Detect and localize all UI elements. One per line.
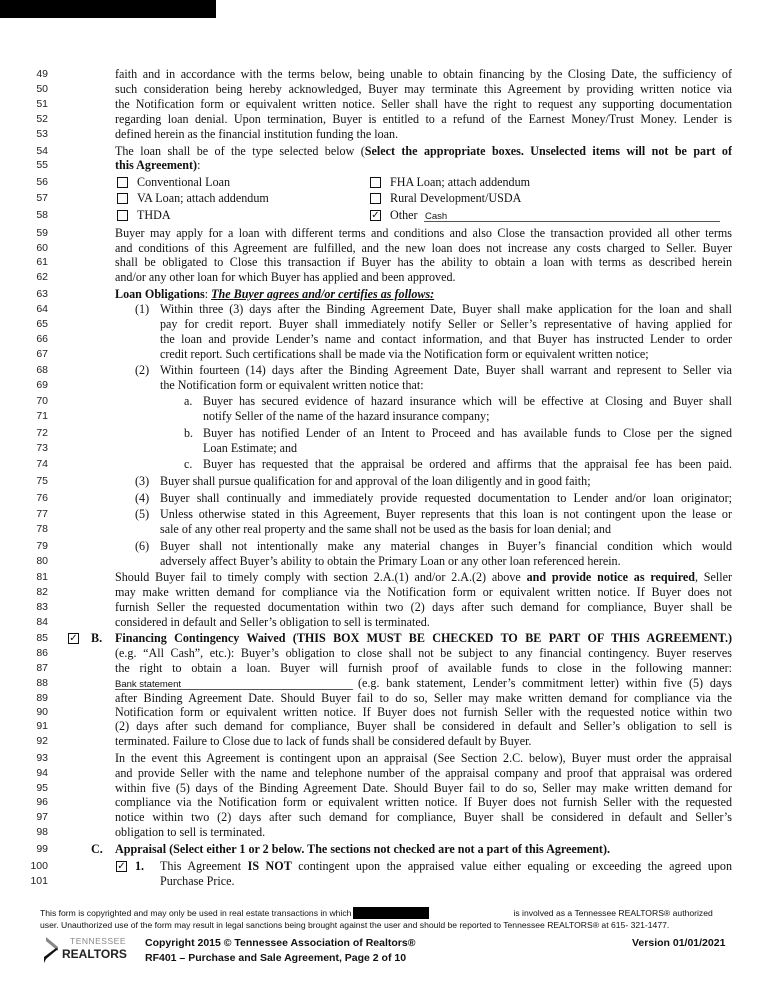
- line-number: 100: [30, 860, 48, 872]
- loan-type-checkbox[interactable]: [117, 177, 128, 188]
- text-segment: The Buyer agrees and/or certifies as follows:: [211, 287, 435, 301]
- text-segment: the right to obtain a loan. Buyer will furnish proof of available funds to close in the following manner:: [115, 661, 732, 675]
- line-86: [0, 646, 772, 660]
- line-text: [115, 615, 732, 629]
- line-88: [0, 676, 772, 690]
- line-text: [115, 67, 732, 81]
- line-92: [0, 734, 772, 748]
- line-62: [0, 270, 772, 284]
- line-number: 82: [36, 586, 48, 598]
- line-90: [0, 705, 772, 719]
- text-segment: This Agreement: [160, 859, 248, 873]
- line-number: 96: [36, 796, 48, 808]
- line-text: [203, 426, 732, 440]
- text-segment: credit report. Such certifications shall be made via the Notification form or equivalent written notice;: [160, 347, 649, 361]
- footer-form-title: RF401 – Purchase and Sale Agreement, Page 2 of 10: [145, 952, 407, 964]
- text-segment: furnish Seller the requested documentation within two (2) days after such demand for compliance, Buyer shall be: [115, 600, 732, 614]
- line-50: [0, 82, 772, 96]
- text-segment: , Seller: [694, 570, 732, 584]
- item-label: 1.: [135, 859, 145, 873]
- other-loan-value: Cash: [425, 211, 448, 222]
- line-number: 98: [36, 826, 48, 838]
- line-text: [115, 144, 732, 158]
- line-text: [160, 859, 732, 873]
- line-text: [160, 554, 732, 568]
- text-segment: notify Seller of the name of the hazard insurance company;: [203, 409, 490, 423]
- line-number: 99: [36, 843, 48, 855]
- text-segment: defined herein as the financial institution funding the loan.: [115, 127, 399, 141]
- text-segment: (2) days after such demand for compliance, Buyer shall be considered in default and Seller’s obligation to sell is: [115, 719, 732, 733]
- line-text: [115, 705, 732, 719]
- line-80: [0, 554, 772, 568]
- line-text: [115, 825, 732, 839]
- line-text: [115, 127, 732, 141]
- line-number: 71: [36, 410, 48, 422]
- line-51: [0, 97, 772, 111]
- text-segment: Buyer shall continually and immediately provide requested documentation to Lender and/or loan originator;: [160, 491, 732, 505]
- text-segment: this Agreement): [115, 158, 198, 172]
- line-number: 49: [36, 68, 48, 80]
- footer-notice-row-2: [40, 920, 669, 930]
- footer-notice-2: is involved as a Tennessee REALTORS® authorized: [513, 908, 713, 918]
- text-segment: shall be obligated to Close this transaction if Buyer has the ability to obtain a loan with terms as described herein: [115, 255, 732, 269]
- text-segment: the Notification form or equivalent written notice that:: [160, 378, 424, 392]
- footer-notice-1: This form is copyrighted and may only be used in real estate transactions in which: [40, 908, 352, 918]
- line-81: [0, 570, 772, 584]
- line-text: [358, 676, 732, 690]
- line-text: [160, 332, 732, 346]
- text-segment: Loan Estimate; and: [203, 441, 298, 455]
- logo-text-bottom: REALTORS: [62, 947, 127, 961]
- line-number: 85: [36, 632, 48, 644]
- item-label: (2): [135, 363, 150, 377]
- line-65: [0, 317, 772, 331]
- line-number: 69: [36, 379, 48, 391]
- item-label: B.: [91, 631, 103, 645]
- tennessee-realtors-logo: [40, 935, 130, 965]
- text-segment: and conditions of this Agreement are fulfilled, and the new loan does not increase any costs charged to Seller. Buyer: [115, 241, 732, 255]
- line-83: [0, 600, 772, 614]
- line-number: 64: [36, 303, 48, 315]
- line-77: [0, 507, 772, 521]
- line-67: [0, 347, 772, 361]
- line-text: [115, 287, 732, 301]
- line-number: 90: [36, 706, 48, 718]
- text-segment: faith and in accordance with the terms below, being unable to obtain financing by the Closing Date, the sufficiency of: [115, 67, 732, 81]
- line-text: [115, 751, 732, 765]
- line-number: 101: [30, 875, 48, 887]
- loan-type-checkbox[interactable]: [117, 210, 128, 221]
- line-text: [160, 874, 732, 888]
- line-number: 93: [36, 752, 48, 764]
- line-52: [0, 112, 772, 126]
- line-number: 55: [36, 159, 48, 171]
- line-text: [160, 491, 732, 505]
- line-number: 51: [36, 98, 48, 110]
- line-57: [0, 191, 772, 205]
- line-number: 84: [36, 616, 48, 628]
- proof-of-funds-field[interactable]: [115, 676, 353, 690]
- line-text: [115, 82, 732, 96]
- line-number: 79: [36, 540, 48, 552]
- text-segment: terminated. Failure to Close due to lack of funds shall be considered default by Buyer.: [115, 734, 532, 748]
- line-number: 59: [36, 227, 48, 239]
- line-87: [0, 661, 772, 675]
- text-segment: the Notification form or equivalent written notice. Seller shall have the right to request any supporting documentation: [115, 97, 732, 111]
- line-number: 73: [36, 442, 48, 454]
- line-number: 63: [36, 288, 48, 300]
- line-number: 87: [36, 662, 48, 674]
- text-segment: Within three (3) days after the Binding Agreement Date, Buyer shall make application for the loan and shall: [160, 302, 732, 316]
- line-78: [0, 522, 772, 536]
- section-checkbox[interactable]: ✓: [69, 633, 78, 644]
- item-label: (5): [135, 507, 150, 521]
- redaction-footer: [353, 907, 429, 919]
- line-number: 67: [36, 348, 48, 360]
- line-text: [115, 810, 732, 824]
- line-number: 77: [36, 508, 48, 520]
- line-number: 88: [36, 677, 48, 689]
- item-label: (6): [135, 539, 150, 553]
- text-segment: (e.g. “All Cash”, etc.): Buyer’s obligation to close shall not be subject to any financial contingency. Buyer reserves: [115, 646, 732, 660]
- line-94: [0, 766, 772, 780]
- line-text: [203, 409, 732, 423]
- line-text: [203, 441, 732, 455]
- text-segment: may make written demand for compliance via the Notification form or equivalent written notice. If Buyer does not: [115, 585, 732, 599]
- text-segment: obligation to sell is terminated.: [115, 825, 266, 839]
- line-54: [0, 144, 772, 158]
- line-text: [115, 795, 732, 809]
- line-number: 57: [36, 192, 48, 204]
- line-number: 65: [36, 318, 48, 330]
- line-75: [0, 474, 772, 488]
- line-text: [115, 734, 732, 748]
- line-number: 76: [36, 492, 48, 504]
- text-segment: compliance via the Notification form or equivalent written notice. If Buyer does not furnish Seller with the requested: [115, 795, 732, 809]
- line-text: [115, 158, 732, 172]
- text-segment: Buyer has notified Lender of an Intent to Proceed and has available funds to Close per the signed: [203, 426, 732, 440]
- line-56: [0, 175, 772, 189]
- text-segment: regarding loan denial. Upon termination, Buyer is entitled to a refund of the Earnest Money/Trust Money. Lender is: [115, 112, 732, 126]
- line-number: 81: [36, 571, 48, 583]
- text-segment: Unless otherwise stated in this Agreement, Buyer represents that this loan is not contingent upon the lease or: [160, 507, 732, 521]
- line-text: [160, 302, 732, 316]
- text-segment: The loan shall be of the type selected below (: [115, 144, 365, 158]
- line-71: [0, 409, 772, 423]
- line-number: 66: [36, 333, 48, 345]
- line-text: [115, 255, 732, 269]
- line-number: 74: [36, 458, 48, 470]
- text-segment: IS NOT: [247, 859, 292, 873]
- line-text: [115, 661, 732, 675]
- text-segment: and/or any other loan for which Buyer has applied and been approved.: [115, 270, 456, 284]
- text-segment: Should Buyer fail to timely comply with section 2.A.(1) and/or 2.A.(2) above: [115, 570, 527, 584]
- line-58: [0, 208, 772, 222]
- line-number: 83: [36, 601, 48, 613]
- text-segment: Buyer shall not intentionally make any material changes in Buyer’s financial condition which would: [160, 539, 732, 553]
- loan-type-checkbox[interactable]: ✓: [371, 210, 380, 221]
- line-text: [203, 457, 732, 471]
- line-64: [0, 302, 772, 316]
- loan-type-checkbox[interactable]: [370, 177, 381, 188]
- line-number: 94: [36, 767, 48, 779]
- text-segment: after Binding Agreement Date. Should Buyer fail to do so, Seller may make written demand for compliance via the: [115, 691, 732, 705]
- line-text: [115, 570, 732, 584]
- line-number: 68: [36, 364, 48, 376]
- redaction-top: [0, 0, 216, 18]
- line-text: [115, 226, 732, 240]
- line-text: [160, 347, 732, 361]
- text-segment: In the event this Agreement is contingent upon an appraisal (See Section 2.C. below), Buyer must order the appraisal: [115, 751, 732, 765]
- text-segment: Loan Obligations: [115, 287, 205, 301]
- line-number: 72: [36, 427, 48, 439]
- line-number: 61: [36, 256, 48, 268]
- line-text: [115, 781, 732, 795]
- text-segment: adversely affect Buyer’s ability to obtain the Primary Loan or any other loan referenced herein.: [160, 554, 621, 568]
- line-97: [0, 810, 772, 824]
- text-segment: Buyer may apply for a loan with different terms and conditions and also Close the transaction provided all other terms: [115, 226, 732, 240]
- line-text: [115, 631, 732, 645]
- line-66: [0, 332, 772, 346]
- text-segment: the loan and provide Lender’s name and contact information, and that Buyer has instructed Lender to order: [160, 332, 732, 346]
- line-49: [0, 67, 772, 81]
- item-label: (4): [135, 491, 150, 505]
- line-number: 95: [36, 782, 48, 794]
- line-60: [0, 241, 772, 255]
- loan-type-label: VA Loan; attach addendum: [137, 191, 269, 205]
- line-text: [160, 539, 732, 553]
- footer-version: Version 01/01/2021: [632, 937, 726, 949]
- line-number: 92: [36, 735, 48, 747]
- line-text: [115, 719, 732, 733]
- line-59: [0, 226, 772, 240]
- footer-notice-3: user. Unauthorized use of the form may result in legal sanctions being brought against the user and should be reported to Tennessee REALTORS® at 615- 321-1477.: [40, 920, 670, 930]
- line-number: 62: [36, 271, 48, 283]
- line-99: [0, 842, 772, 856]
- logo-mark-icon: [44, 937, 60, 963]
- text-segment: such consideration being hereby acknowledged, Buyer may terminate this Agreement by providing written notice via: [115, 82, 732, 96]
- line-text: [160, 522, 732, 536]
- loan-type-label: Conventional Loan: [137, 175, 231, 189]
- text-segment: :: [204, 287, 212, 301]
- text-segment: within five (5) days of the Binding Agreement Date. Should Buyer fail to do so, Seller may make written demand for: [115, 781, 732, 795]
- item-label: (3): [135, 474, 150, 488]
- line-79: [0, 539, 772, 553]
- line-number: 53: [36, 128, 48, 140]
- item-label: b.: [184, 426, 194, 440]
- line-text: [115, 842, 732, 856]
- footer-notice-row: [40, 907, 713, 919]
- line-number: 86: [36, 647, 48, 659]
- loan-type-checkbox[interactable]: [117, 193, 128, 204]
- text-segment: Financing Contingency Waived (THIS BOX MUST BE CHECKED TO BE PART OF THIS AGREEMENT.): [115, 631, 732, 645]
- option-checkbox[interactable]: ✓: [117, 861, 126, 872]
- item-label: a.: [184, 394, 193, 408]
- line-61: [0, 255, 772, 269]
- text-segment: sale of any other real property and the same shall not be used as the basis for loan denial; and: [160, 522, 612, 536]
- line-number: 75: [36, 475, 48, 487]
- loan-type-checkbox[interactable]: [370, 193, 381, 204]
- line-text: [115, 766, 732, 780]
- line-63: [0, 287, 772, 301]
- text-segment: (e.g. bank statement, Lender’s commitment letter) within five (5) days: [358, 676, 732, 690]
- line-number: 97: [36, 811, 48, 823]
- line-text: [160, 317, 732, 331]
- text-segment: pay for credit report. Buyer shall immediately notify Seller or Seller’s representative of having applied for: [160, 317, 732, 331]
- text-segment: Notification form or equivalent written notice. If Buyer does not furnish Seller with the requested notice within two: [115, 705, 732, 719]
- line-number: 70: [36, 395, 48, 407]
- text-segment: :: [197, 158, 201, 172]
- line-96: [0, 795, 772, 809]
- loan-type-label: FHA Loan; attach addendum: [390, 175, 531, 189]
- line-number: 60: [36, 242, 48, 254]
- line-91: [0, 719, 772, 733]
- line-69: [0, 378, 772, 392]
- text-segment: Within fourteen (14) days after the Binding Agreement Date, Buyer shall warrant and represent to Seller via: [160, 363, 732, 377]
- text-segment: Appraisal (Select either 1 or 2 below. The sections not checked are not a part of this Agreement).: [115, 842, 611, 856]
- line-85: [0, 631, 772, 645]
- loan-type-label: Rural Development/USDA: [390, 191, 522, 205]
- line-text: [160, 363, 732, 377]
- text-segment: Purchase Price.: [160, 874, 235, 888]
- line-number: 80: [36, 555, 48, 567]
- other-loan-field[interactable]: [424, 208, 720, 222]
- proof-of-funds-value: Bank statement: [115, 679, 182, 690]
- text-segment: Buyer has secured evidence of hazard insurance which will be effective at Closing and Buyer shall: [203, 394, 732, 408]
- line-text: [115, 585, 732, 599]
- text-segment: and provide Seller with the name and telephone number of the appraisal company and proof that appraisal was ordered: [115, 766, 732, 780]
- text-segment: Buyer shall pursue qualification for and approval of the loan diligently and in good faith;: [160, 474, 591, 488]
- line-text: [115, 600, 732, 614]
- line-82: [0, 585, 772, 599]
- line-number: 91: [36, 720, 48, 732]
- line-text: [115, 112, 732, 126]
- loan-type-label: THDA: [137, 208, 171, 222]
- text-segment: contingent upon the appraised value either equaling or exceeding the agreed upon: [291, 859, 732, 873]
- line-100: [0, 859, 772, 873]
- line-53: [0, 127, 772, 141]
- line-text: [160, 378, 732, 392]
- line-70: [0, 394, 772, 408]
- line-95: [0, 781, 772, 795]
- text-segment: notice within two (2) days after such demand for compliance, Buyer shall be considered in default and Seller’s: [115, 810, 732, 824]
- line-text: [115, 646, 732, 660]
- line-number: 52: [36, 113, 48, 125]
- text-segment: Buyer has requested that the appraisal be ordered and affirms that the appraisal fee has been paid.: [203, 457, 732, 471]
- line-text: [203, 394, 732, 408]
- footer-copyright: Copyright 2015 © Tennessee Association of Realtors®: [145, 937, 416, 949]
- text-segment: and provide notice as required: [526, 570, 695, 584]
- line-72: [0, 426, 772, 440]
- line-93: [0, 751, 772, 765]
- line-text: [115, 241, 732, 255]
- item-label: c.: [184, 457, 193, 471]
- line-73: [0, 441, 772, 455]
- line-101: [0, 874, 772, 888]
- line-68: [0, 363, 772, 377]
- loan-type-label: Other: [390, 208, 418, 222]
- line-text: [115, 691, 732, 705]
- text-segment: considered in default and Seller’s obligation to sell is terminated.: [115, 615, 430, 629]
- line-89: [0, 691, 772, 705]
- item-label: (1): [135, 302, 150, 316]
- line-number: 58: [36, 209, 48, 221]
- line-number: 50: [36, 83, 48, 95]
- item-label: C.: [91, 842, 103, 856]
- line-text: [115, 270, 732, 284]
- line-number: 54: [36, 145, 48, 157]
- line-55: [0, 158, 772, 172]
- logo-text-top: TENNESSEE: [70, 936, 126, 946]
- line-text: [160, 474, 732, 488]
- line-84: [0, 615, 772, 629]
- line-number: 89: [36, 692, 48, 704]
- text-segment: Select the appropriate boxes. Unselected items will not be part of: [364, 144, 732, 158]
- line-98: [0, 825, 772, 839]
- line-number: 78: [36, 523, 48, 535]
- line-text: [115, 97, 732, 111]
- line-number: 56: [36, 176, 48, 188]
- line-text: [160, 507, 732, 521]
- line-74: [0, 457, 772, 471]
- line-76: [0, 491, 772, 505]
